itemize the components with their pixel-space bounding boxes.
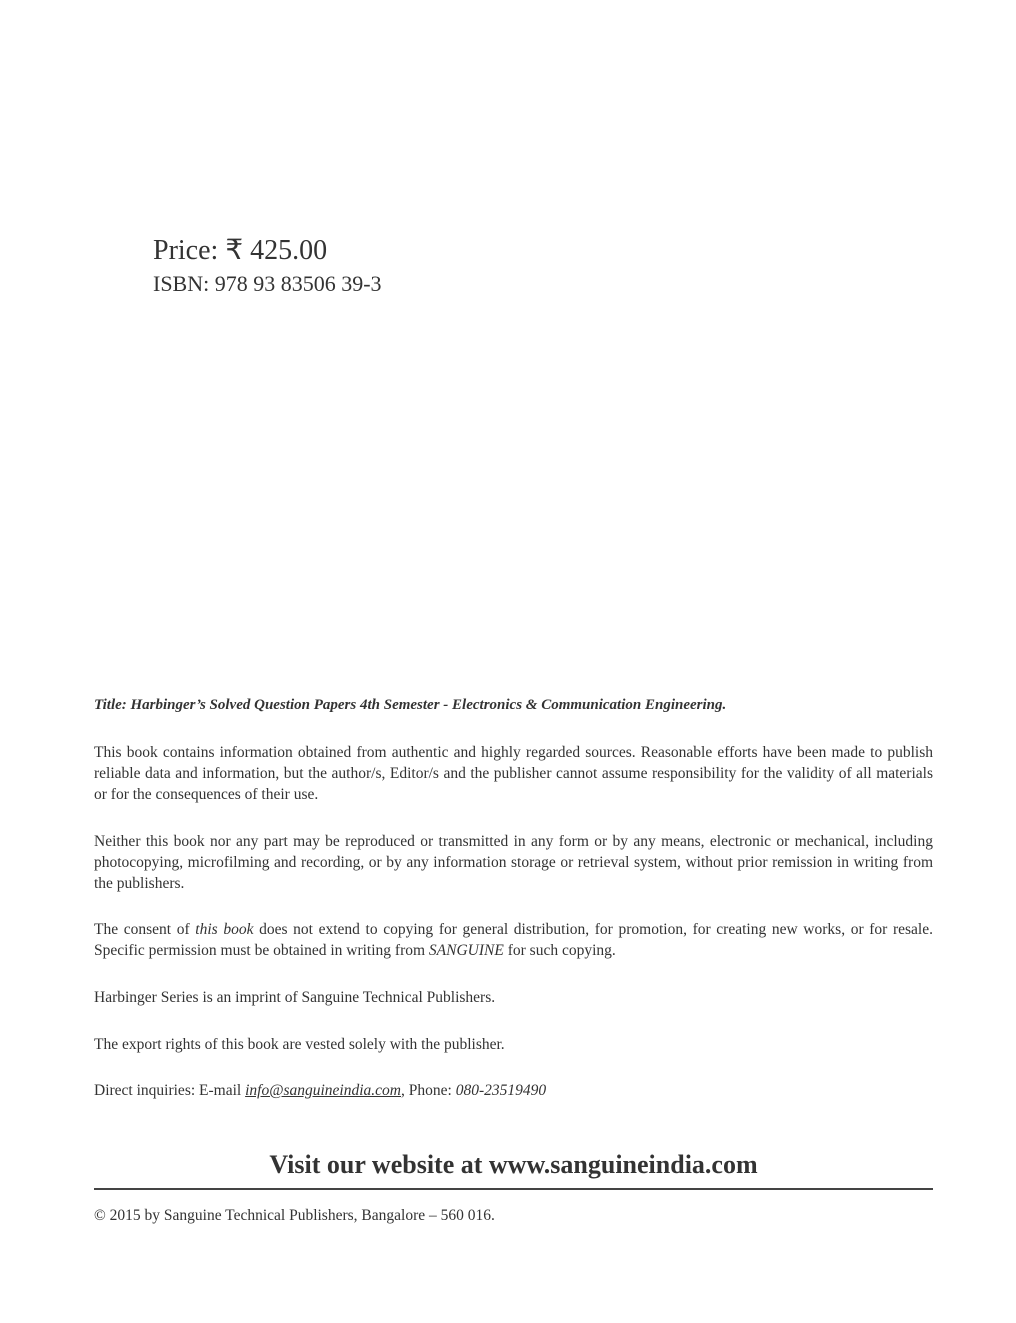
text: The consent of	[94, 921, 196, 938]
price-label: Price:	[153, 235, 219, 266]
contact-prefix: Direct inquiries: E-mail	[94, 1082, 246, 1099]
copyright-line: © 2015 by Sanguine Technical Publishers, Bangalore – 560 016.	[94, 1207, 495, 1224]
website-heading: Visit our website at www.sanguineindia.com	[269, 1150, 758, 1179]
copyright-notice-paragraph: Neither this book nor any part may be reproduced or transmitted in any form or by any means, electronic or mechanical, including photocopying, microfilming and recording, or by any information storage or retrieval system, without prior remission in writing from the publishers.	[94, 833, 933, 892]
disclaimer-paragraph: This book contains information obtained from authentic and highly regarded sources. Reasonable efforts have been made to publish reliable data and information, but the author/s, Editor/s and the publisher cannot assume responsibility for the validity of all materials or for the consequences of their use.	[94, 744, 933, 803]
imprint-paragraph: Harbinger Series is an imprint of Sanguine Technical Publishers.	[94, 989, 496, 1006]
book-title: Title: Harbinger’s Solved Question Papers 4th Semester - Electronics & Communication Engineering.	[94, 697, 727, 713]
export-rights-paragraph: The export rights of this book are vested solely with the publisher.	[94, 1036, 505, 1053]
price-value: ₹ 425.00	[225, 235, 328, 266]
isbn: ISBN: 978 93 83506 39-3	[153, 271, 382, 296]
text: does not extend to copying for general distribution, for promotion, for creating new works, or for resale. Specific permission must be obtained in writing from	[94, 921, 933, 959]
email-link[interactable]: info@sanguineindia.com	[245, 1082, 401, 1099]
publisher-name: SANGUINE	[428, 942, 504, 959]
price	[153, 233, 327, 269]
consent-paragraph	[94, 919, 933, 961]
phone-label: , Phone:	[401, 1082, 456, 1099]
text: for such copying.	[503, 942, 616, 959]
contact-line	[94, 1080, 933, 1101]
divider	[94, 1188, 933, 1190]
text-italic: this book	[195, 921, 254, 938]
phone-number: 080-23519490	[455, 1082, 547, 1099]
